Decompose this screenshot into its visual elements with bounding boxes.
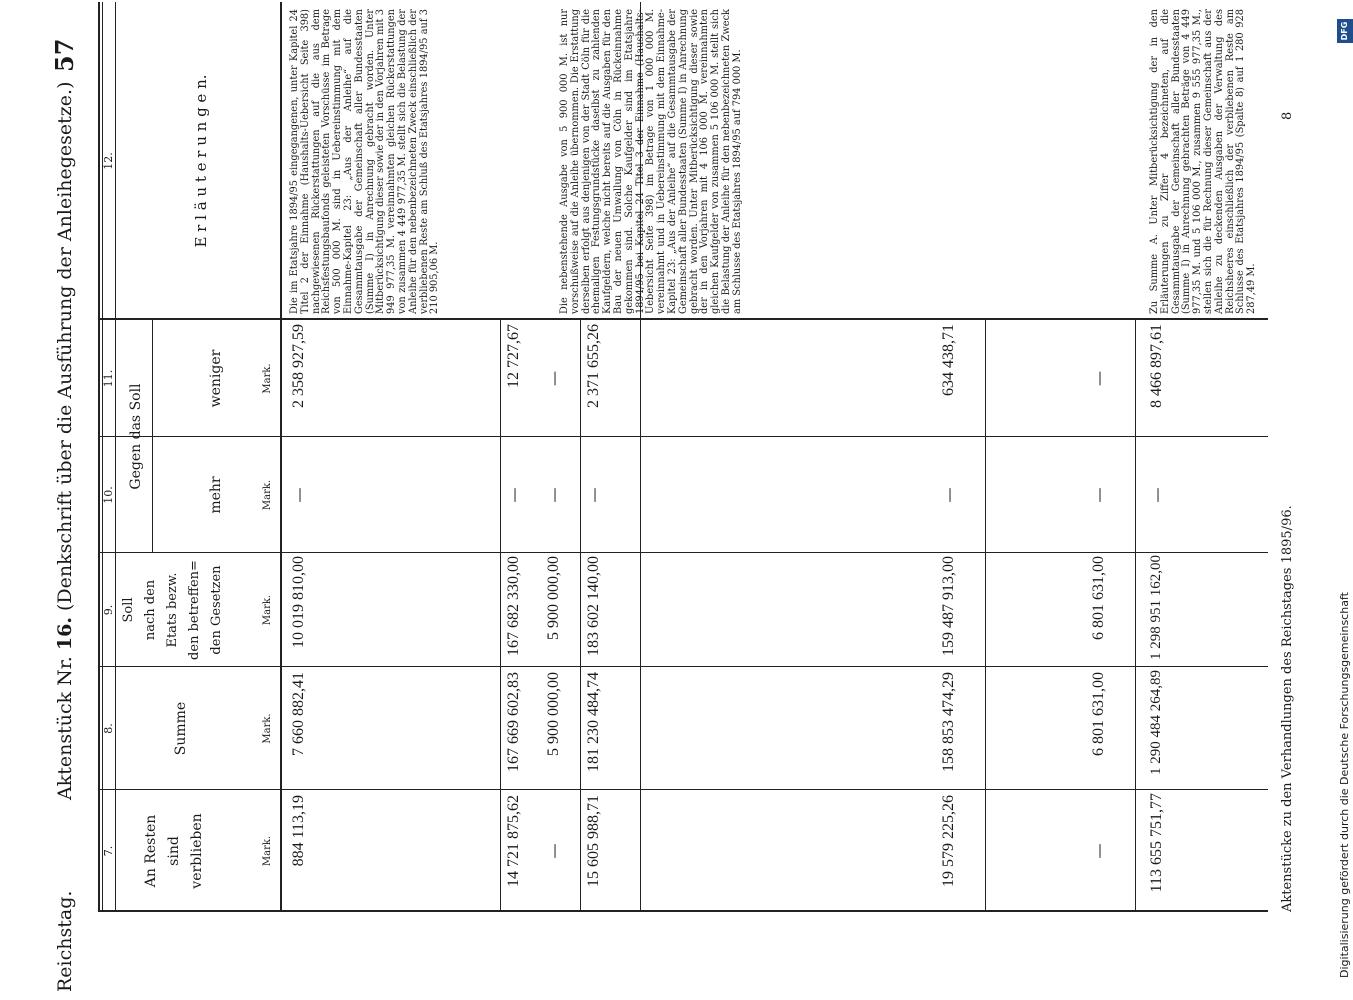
header-center [54,82,76,801]
cell-mehr: — [505,487,523,503]
cell-summe: 1 290 484 264,89 [1148,670,1164,775]
table-top-rule [98,2,100,912]
colnum-7: 7. [102,845,115,857]
cell-soll: 5 900 000,00 [545,556,562,640]
colnum-rule [115,2,116,912]
page-number: 57 [50,38,79,72]
cell-reste: 15 605 988,71 [585,795,602,887]
colnum-11: 11. [102,369,115,388]
unit-col10: Mark. [262,479,273,511]
row-sep-4 [1135,320,1136,912]
col9-heading: Soll nach den Etats bezw. den betreffen= den Gesetzen [121,560,224,660]
cell-mehr: — [940,487,958,503]
header-left: Reichstag. [54,890,76,992]
cell-soll: 159 487 913,00 [940,556,957,656]
explanation-1: Die im Etatsjahre 1894/95 eingegangenen, unter Kapitel 24 Titel 2 der Einnahme (Haushalts-Uebersicht Seite 398) nachgewiesenen Rückerstattungen auf die aus dem Reichsfestungsbaufonds geleisteten Vorschüsse im Betrage von 500 000 M. sind in Uebereinstimmung mit dem Einnahme-Kapitel 23: „Aus der Anleihe“ auf die Gesammtausgabe der Gemeinschaft aller Bundesstaaten (Summe I) in Anrechnung gebracht worden. Unter Mitberücksichtigung dieser sowie der in den Vorjahren mit 3 949 977,35 M. vereinnahmten gleichen Rückerstattungen von zusammen 4 449 977,35 M. stellt sich die Belastung der Anleihe für den nebenbezeichneten Zweck einschließlich der verbliebenen Reste am Schluß des Etatsjahres 1894/95 auf 3 210 905,06 M. [289,9,441,314]
cell-reste: — [545,843,563,859]
cell-soll: 183 602 140,00 [585,556,602,656]
unit-col9: Mark. [262,594,273,626]
cell-reste: 884 113,19 [290,795,307,867]
header-prefix: Aktenstück Nr. [54,656,76,800]
cell-soll: 1 298 951 162,00 [1148,555,1164,660]
cell-summe: 167 669 602,83 [505,672,522,772]
col9-left [98,666,1268,667]
cell-summe: 6 801 631,00 [1090,672,1107,756]
cell-weniger: 2 371 655,26 [585,324,602,408]
page-footer: Aktenstücke zu den Verhandlungen des Reichstages 1895/96. [1280,505,1295,912]
unit-col11: Mark. [262,363,273,394]
cell-mehr: — [545,487,563,503]
credit-text: Digitalisierung gefördert durch die Deutsche Forschungsgemeinschaft [1338,592,1351,978]
header-suffix: (Denkschrift über die Ausführung der Anleihegesetze.) [54,81,76,612]
cell-weniger: 2 358 927,59 [290,324,307,408]
colnum-12: 12. [102,152,115,170]
colnum-8: 8. [102,723,115,734]
row-sep-1 [500,320,501,912]
cell-mehr: — [585,487,603,503]
footer-signature: 8 [1280,111,1295,120]
gegen-soll-heading: Gegen das Soll [128,383,144,490]
col10-heading: mehr [208,476,224,514]
cell-summe: 7 660 882,41 [290,672,307,756]
cell-mehr: — [1148,487,1166,503]
explanation-3: Zu Summe A. Unter Mitberücksichtigung der in den Erläuterungen zu Ziffer 4 bezeichneten, auf die Gesammtausgabe der Gemeinschaft aller Bundesstaaten (Summe I) in Anrechnung gebrachten Beträge von 4 449 977,35 M. und 5 106 000 M., zusammen 9 555 977,35 M., stellen sich die für Rechnung dieser Gemeinschaft aus der Anleihe zu deckenden Ausgaben der Verwaltung des Reichsheeres einschließlich der verbliebenen Reste am Schlusse des Etatsjahres 1894/95 (Spalte 8) auf 1 280 928 287,49 M. [1149,9,1258,314]
cell-summe: 5 900 000,00 [545,672,562,756]
col12-heading: E r l ä u t e r u n g e n. [192,74,210,248]
header-number: 16. [54,617,76,651]
cell-weniger: 12 727,67 [505,324,522,388]
cell-weniger: — [1090,371,1108,386]
cell-reste: 19 579 225,26 [940,795,957,887]
colnum-9: 9. [102,604,115,616]
unit-col8: Mark. [262,713,273,744]
head-rule [280,2,282,912]
cell-weniger: 8 466 897,61 [1148,324,1165,408]
digitization-credit [1336,8,1353,998]
cell-soll: 10 019 810,00 [290,556,307,648]
cell-weniger: — [545,371,563,386]
cell-reste: — [1090,843,1108,859]
cell-soll: 167 682 330,00 [505,556,522,656]
dfg-logo: DFG [1337,19,1353,43]
unit-col7: Mark. [262,835,273,867]
rotated-page [40,0,1300,1000]
colnum-10: 10. [102,486,115,504]
cell-reste: 14 721 875,62 [505,795,522,887]
explanation-2: Die nebenstehende Ausgabe von 5 900 000 M. ist nur vorschußweise auf die Anleihe übernommen. Die Erstattung derselben erfolgt aus denjenigen von der Stadt Cöln für die ehemaligen Festungsgrundstücke daselbst zu zahlenden Kaufgeldern, welche nicht bereits auf die Ausgaben für den Bau der neuen Umwallung von Cöln in Rückeinnahme gekommen sind. Solche Kaufgelder sind im Etatsjahre 1894/95 bei Kapitel 24 Titel 3 der Einnahme (Haushalts-Uebersicht Seite 398) im Betrage von 1 000 000 M. vereinnahmt und in Uebereinstimmung mit dem Einnahme-Kapitel 23: „Aus der Anleihe“ auf die Gesammtausgabe der Gemeinschaft aller Bundesstaaten (Summe I) in Anrechnung gebracht worden. Unter Mitberücksichtigung dieser sowie der in den Vorjahren mit 4 106 000 M. vereinnahmten gleichen Kaufgelder von zusammen 5 106 000 M. stellt sich die Belastung der Anleihe für den nebenbezeichneten Zweck am Schlusse des Etatsjahres 1894/95 auf 794 000 M. [559,9,743,314]
cell-mehr: — [1090,487,1108,503]
cell-summe: 158 853 474,29 [940,672,957,772]
cell-mehr: — [290,487,308,503]
cell-summe: 181 230 484,74 [585,672,602,772]
cell-weniger: 634 438,71 [940,324,957,396]
col7-heading: An Resten sind verblieben [143,813,205,889]
col8-heading: Summe [173,701,189,756]
row-sep-3 [985,320,986,912]
gegen-soll-rule [152,320,153,553]
col11-heading: weniger [208,349,224,408]
cell-soll: 6 801 631,00 [1090,556,1107,640]
cell-reste: 113 655 751,77 [1148,793,1165,893]
row-sep-2 [580,320,581,912]
